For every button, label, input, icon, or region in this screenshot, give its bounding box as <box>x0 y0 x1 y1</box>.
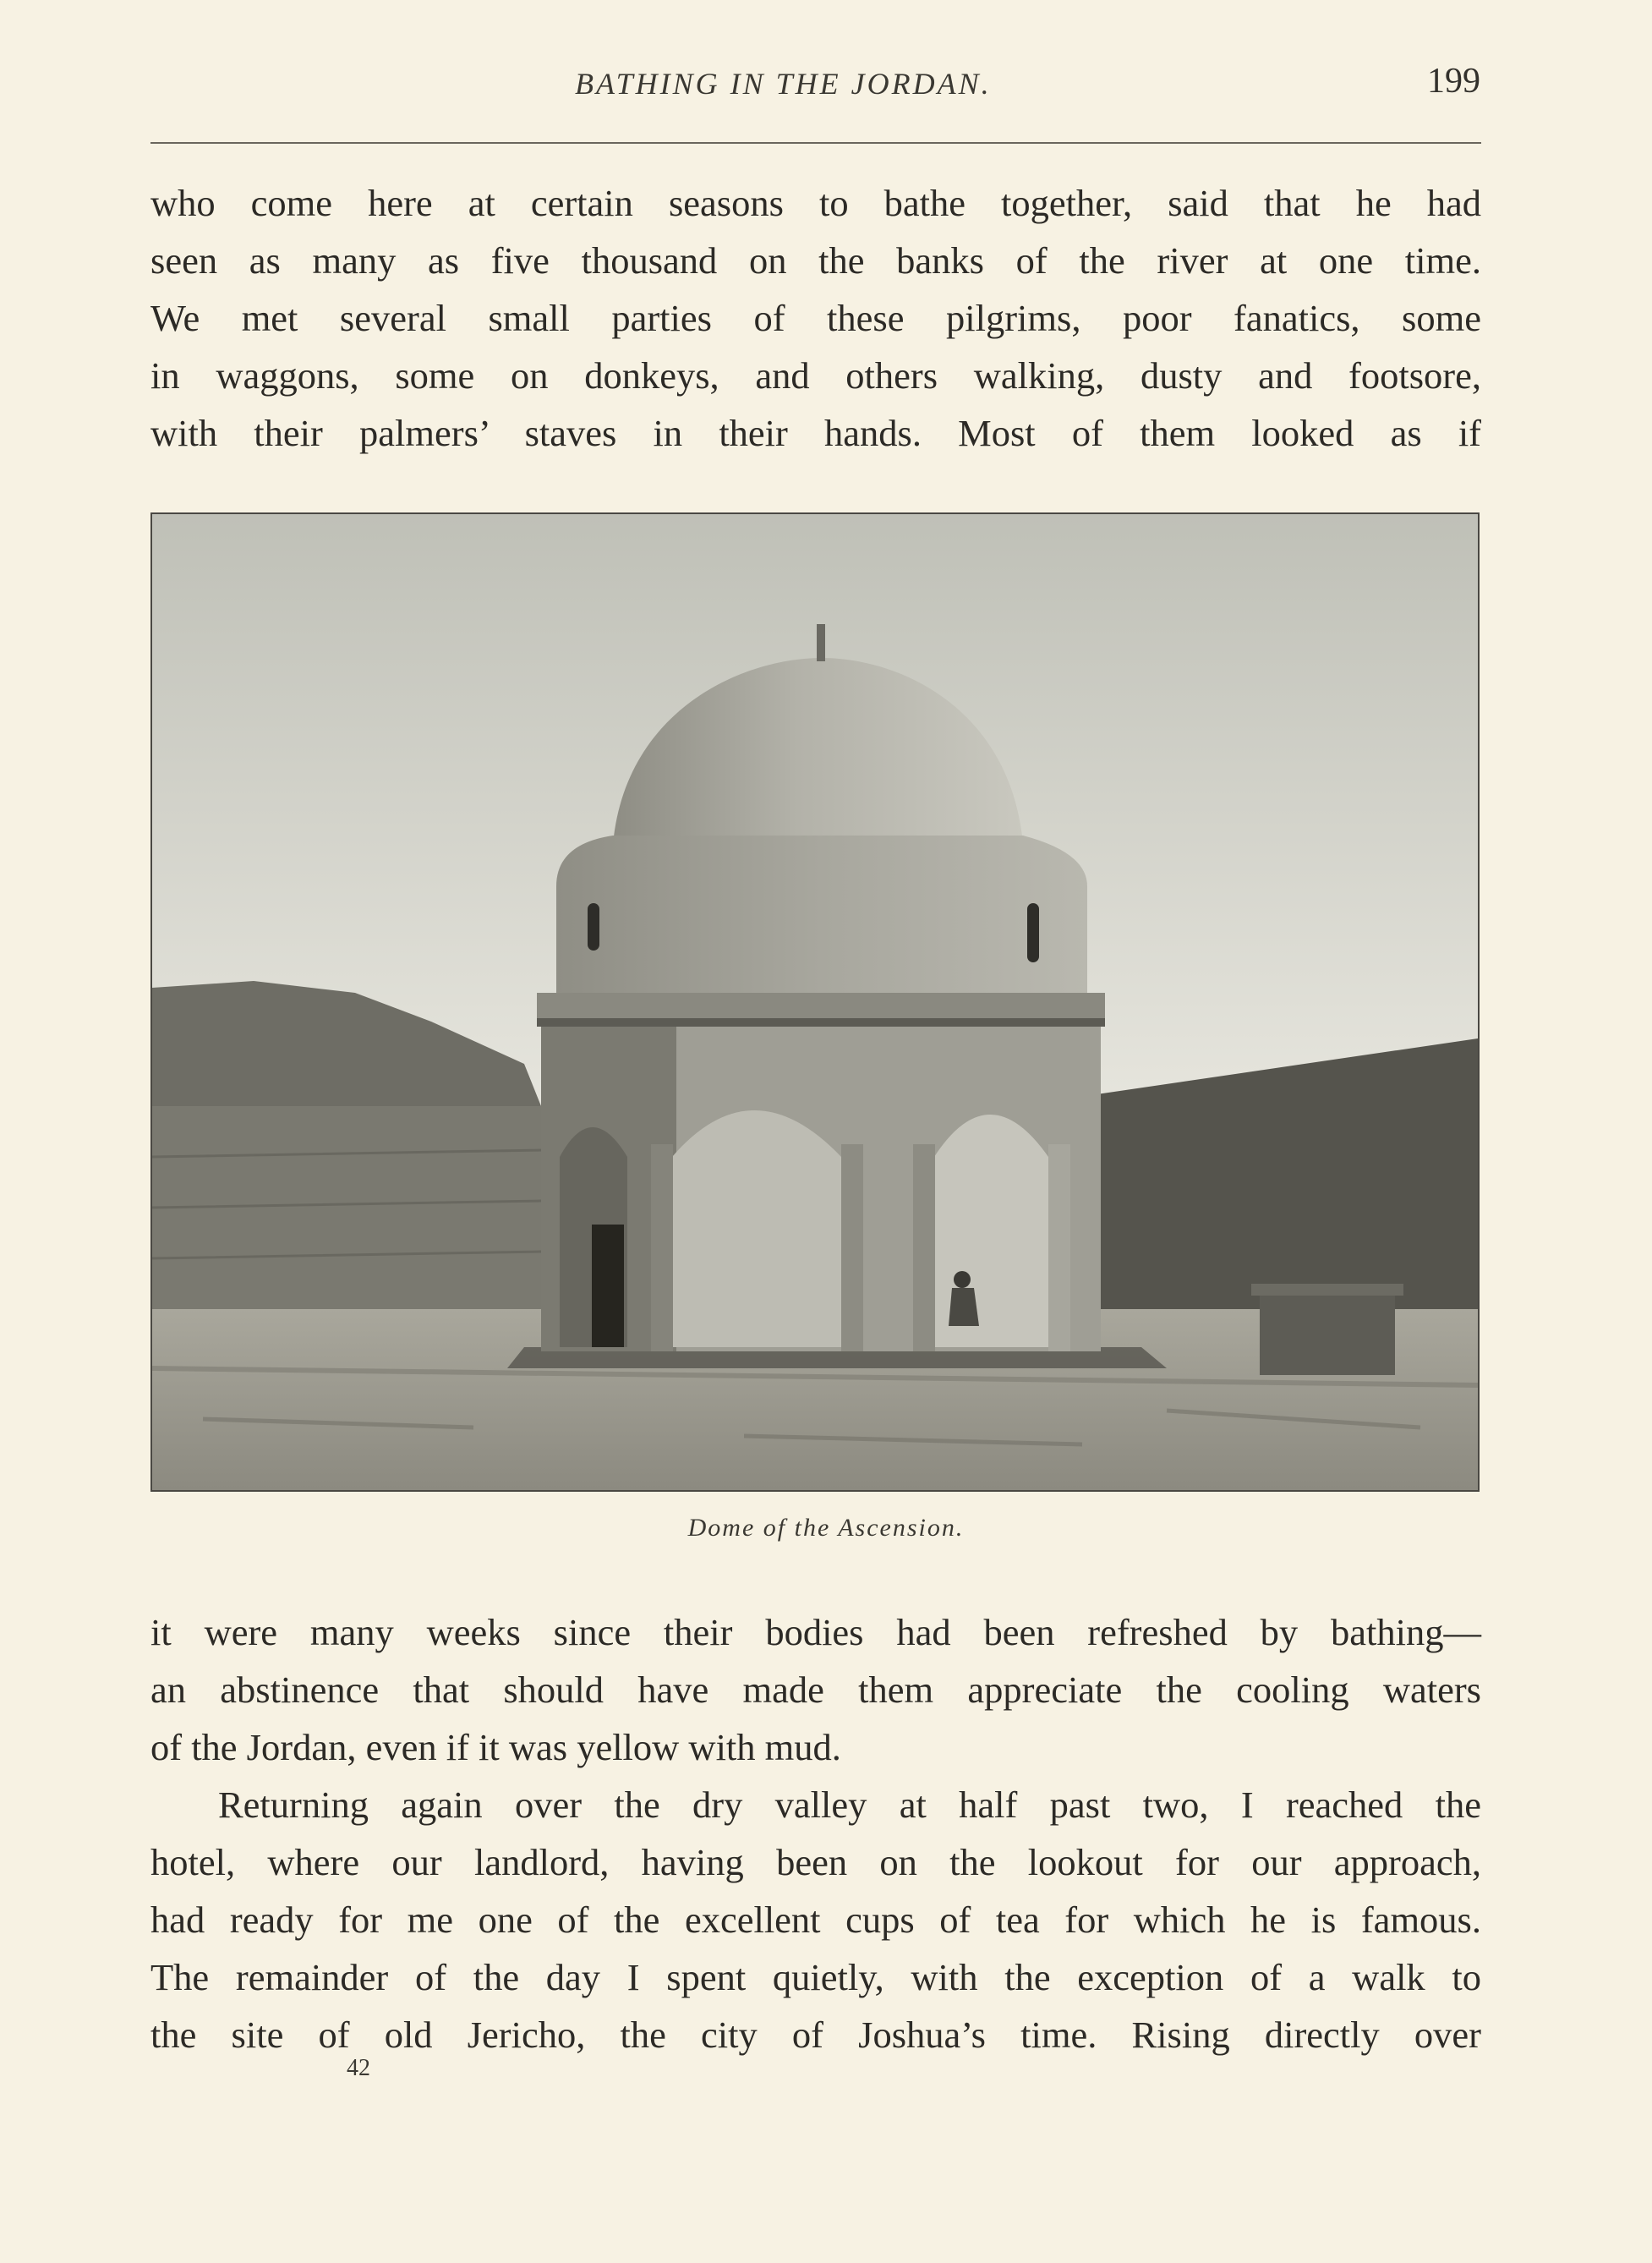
page-number: 199 <box>1427 62 1480 101</box>
stone-tomb <box>1260 1290 1395 1375</box>
text-line: Returning again over the dry valley at half past two, I reached the <box>218 1784 1481 1826</box>
running-head <box>0 62 1652 117</box>
text-line: hotel, where our landlord, having been on the lookout for our approach, <box>150 1841 1481 1883</box>
text-line: in waggons, some on donkeys, and others walking, dusty and footsore, <box>150 354 1481 397</box>
drum <box>556 836 1087 996</box>
text-line: seen as many as five thousand on the banks of the river at one time. <box>150 239 1481 282</box>
text-line: We met several small parties of these pilgrims, poor fanatics, some <box>150 297 1481 339</box>
body-text-bottom <box>150 1603 1481 2063</box>
text-line: of the Jordan, even if it was yellow with mud. <box>150 1726 841 1768</box>
dome-finial <box>817 624 825 661</box>
figure-caption: Dome of the Ascension. <box>687 1514 965 1542</box>
text-line: it were many weeks since their bodies had been refreshed by bathing— <box>150 1611 1481 1653</box>
text-line: The remainder of the day I spent quietly, with the exception of a walk to <box>150 1956 1481 1998</box>
left-wall <box>152 1106 541 1326</box>
seated-man <box>954 1271 971 1288</box>
text-line: had ready for me one of the excellent cups of tea for which he is famous. <box>150 1899 1481 1941</box>
body-text-top <box>150 174 1481 462</box>
text-line: with their palmers’ staves in their hands. Most of them looked as if <box>150 412 1481 454</box>
header-rule <box>150 142 1481 144</box>
running-title: BATHING IN THE JORDAN. <box>575 67 992 101</box>
text-line: who come here at certain seasons to bathe together, said that he had <box>150 182 1481 224</box>
central-arch <box>672 1110 841 1347</box>
text-line: the site of old Jericho, the city of Joshua’s time. Rising directly over <box>150 2014 1481 2056</box>
signature-mark: 42 <box>347 2055 370 2081</box>
text-line: an abstinence that should have made them appreciate the cooling waters <box>150 1668 1481 1711</box>
doorway <box>592 1225 624 1347</box>
dome-photograph <box>150 512 1480 1492</box>
